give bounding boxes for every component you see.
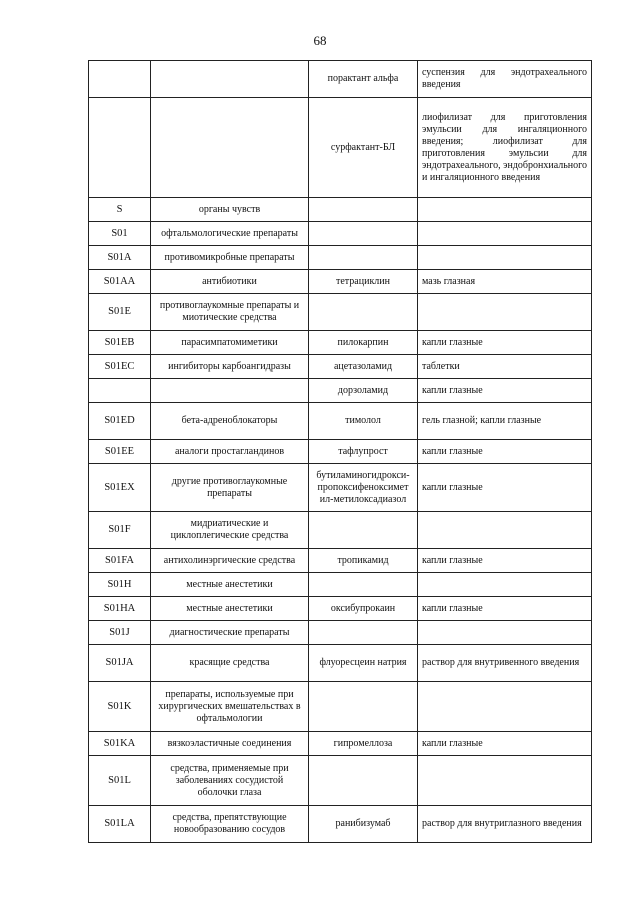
atc-code-cell: S01A [89, 246, 151, 270]
table-row [89, 573, 592, 597]
drug-name-cell [309, 682, 418, 732]
atc-code-cell: S01EE [89, 440, 151, 464]
group-name-cell: антихолинэргические средства [151, 549, 309, 573]
dosage-form-cell: лиофилизат для приготовления эмульсии для ингаляционного введения; лиофилизат для приготовления эмульсии для эндотрахеального, эндобронхиального и ингаляционного введения [418, 98, 592, 198]
drug-name-cell [309, 621, 418, 645]
group-name-cell: средства, препятствующие новообразованию сосудов [151, 806, 309, 843]
dosage-form-cell [418, 512, 592, 549]
table-row [89, 597, 592, 621]
group-name-cell: ингибиторы карбоангидразы [151, 355, 309, 379]
dosage-form-cell: гель глазной; капли глазные [418, 403, 592, 440]
dosage-form-cell: таблетки [418, 355, 592, 379]
group-name-cell: вязкоэластичные соединения [151, 732, 309, 756]
dosage-form-cell: суспензия для эндотрахеального введения [418, 61, 592, 98]
atc-code-cell [89, 98, 151, 198]
dosage-form-cell: раствор для внутриглазного введения [418, 806, 592, 843]
drug-name-cell: ранибизумаб [309, 806, 418, 843]
group-name-cell: красящие средства [151, 645, 309, 682]
table-row [89, 331, 592, 355]
atc-code-cell: S01KA [89, 732, 151, 756]
group-name-cell: препараты, используемые при хирургических вмешательствах в офтальмологии [151, 682, 309, 732]
atc-code-cell: S01L [89, 756, 151, 806]
table-row [89, 806, 592, 843]
drug-name-cell: ацетазоламид [309, 355, 418, 379]
drug-name-cell [309, 512, 418, 549]
atc-code-cell: S01AA [89, 270, 151, 294]
atc-code-cell: S01K [89, 682, 151, 732]
group-name-cell: местные анестетики [151, 597, 309, 621]
table-row [89, 270, 592, 294]
drug-name-cell: дорзоламид [309, 379, 418, 403]
atc-code-cell: S01F [89, 512, 151, 549]
drug-name-cell: тафлупрост [309, 440, 418, 464]
atc-code-cell: S [89, 198, 151, 222]
atc-code-cell: S01HA [89, 597, 151, 621]
drug-name-cell: порактант альфа [309, 61, 418, 98]
table-row [89, 246, 592, 270]
atc-code-cell: S01E [89, 294, 151, 331]
atc-code-cell: S01FA [89, 549, 151, 573]
group-name-cell: аналоги простагландинов [151, 440, 309, 464]
group-name-cell [151, 379, 309, 403]
group-name-cell: бета-адреноблокаторы [151, 403, 309, 440]
atc-code-cell [89, 379, 151, 403]
table-row [89, 440, 592, 464]
dosage-form-cell: капли глазные [418, 732, 592, 756]
dosage-form-cell [418, 294, 592, 331]
drug-name-cell [309, 756, 418, 806]
drug-name-cell: бутиламиногидрокси-пропоксифеноксимет ил-метилоксадиазол [309, 464, 418, 512]
group-name-cell: местные анестетики [151, 573, 309, 597]
atc-code-cell: S01EB [89, 331, 151, 355]
dosage-form-cell: раствор для внутривенного введения [418, 645, 592, 682]
drug-name-cell: флуоресцеин натрия [309, 645, 418, 682]
dosage-form-cell: мазь глазная [418, 270, 592, 294]
atc-code-cell [89, 61, 151, 98]
group-name-cell: диагностические препараты [151, 621, 309, 645]
group-name-cell: другие противоглаукомные препараты [151, 464, 309, 512]
drug-name-cell: пилокарпин [309, 331, 418, 355]
table-row [89, 222, 592, 246]
table-row [89, 645, 592, 682]
table-row [89, 732, 592, 756]
atc-code-cell: S01EC [89, 355, 151, 379]
group-name-cell: парасимпатомиметики [151, 331, 309, 355]
dosage-form-cell [418, 246, 592, 270]
table-row [89, 355, 592, 379]
group-name-cell: офтальмологические препараты [151, 222, 309, 246]
table-row [89, 682, 592, 732]
group-name-cell: органы чувств [151, 198, 309, 222]
table-row [89, 549, 592, 573]
atc-code-cell: S01LA [89, 806, 151, 843]
group-name-cell [151, 98, 309, 198]
atc-code-cell: S01JA [89, 645, 151, 682]
drug-name-cell [309, 198, 418, 222]
table-row [89, 621, 592, 645]
drug-name-cell [309, 294, 418, 331]
table-row [89, 379, 592, 403]
drug-name-cell: оксибупрокаин [309, 597, 418, 621]
drug-name-cell: сурфактант-БЛ [309, 98, 418, 198]
dosage-form-cell [418, 198, 592, 222]
drug-name-cell: тетрациклин [309, 270, 418, 294]
group-name-cell: противомикробные препараты [151, 246, 309, 270]
table-row [89, 512, 592, 549]
group-name-cell: антибиотики [151, 270, 309, 294]
table-row [89, 294, 592, 331]
drug-name-cell [309, 246, 418, 270]
dosage-form-cell: капли глазные [418, 597, 592, 621]
drug-name-cell [309, 573, 418, 597]
dosage-form-cell: капли глазные [418, 379, 592, 403]
atc-code-cell: S01ED [89, 403, 151, 440]
table-row [89, 756, 592, 806]
group-name-cell: средства, применяемые при заболеваниях сосудистой оболочки глаза [151, 756, 309, 806]
dosage-form-cell: капли глазные [418, 331, 592, 355]
page-number: 68 [313, 33, 327, 48]
atc-code-cell: S01 [89, 222, 151, 246]
dosage-form-cell [418, 682, 592, 732]
dosage-form-cell: капли глазные [418, 549, 592, 573]
dosage-form-cell [418, 222, 592, 246]
dosage-form-cell [418, 756, 592, 806]
group-name-cell: мидриатические и циклоплегические средства [151, 512, 309, 549]
atc-code-cell: S01EX [89, 464, 151, 512]
table-row [89, 198, 592, 222]
atc-code-cell: S01J [89, 621, 151, 645]
drug-classification-table [88, 60, 592, 843]
dosage-form-cell: капли глазные [418, 464, 592, 512]
dosage-form-cell [418, 573, 592, 597]
drug-name-cell [309, 222, 418, 246]
dosage-form-cell: капли глазные [418, 440, 592, 464]
table-row [89, 98, 592, 198]
drug-name-cell: тропикамид [309, 549, 418, 573]
table-row [89, 464, 592, 512]
drug-name-cell: тимолол [309, 403, 418, 440]
group-name-cell: противоглаукомные препараты и миотические средства [151, 294, 309, 331]
dosage-form-cell [418, 621, 592, 645]
table-body [89, 61, 592, 843]
table-row [89, 61, 592, 98]
atc-code-cell: S01H [89, 573, 151, 597]
group-name-cell [151, 61, 309, 98]
table-row [89, 403, 592, 440]
drug-name-cell: гипромеллоза [309, 732, 418, 756]
